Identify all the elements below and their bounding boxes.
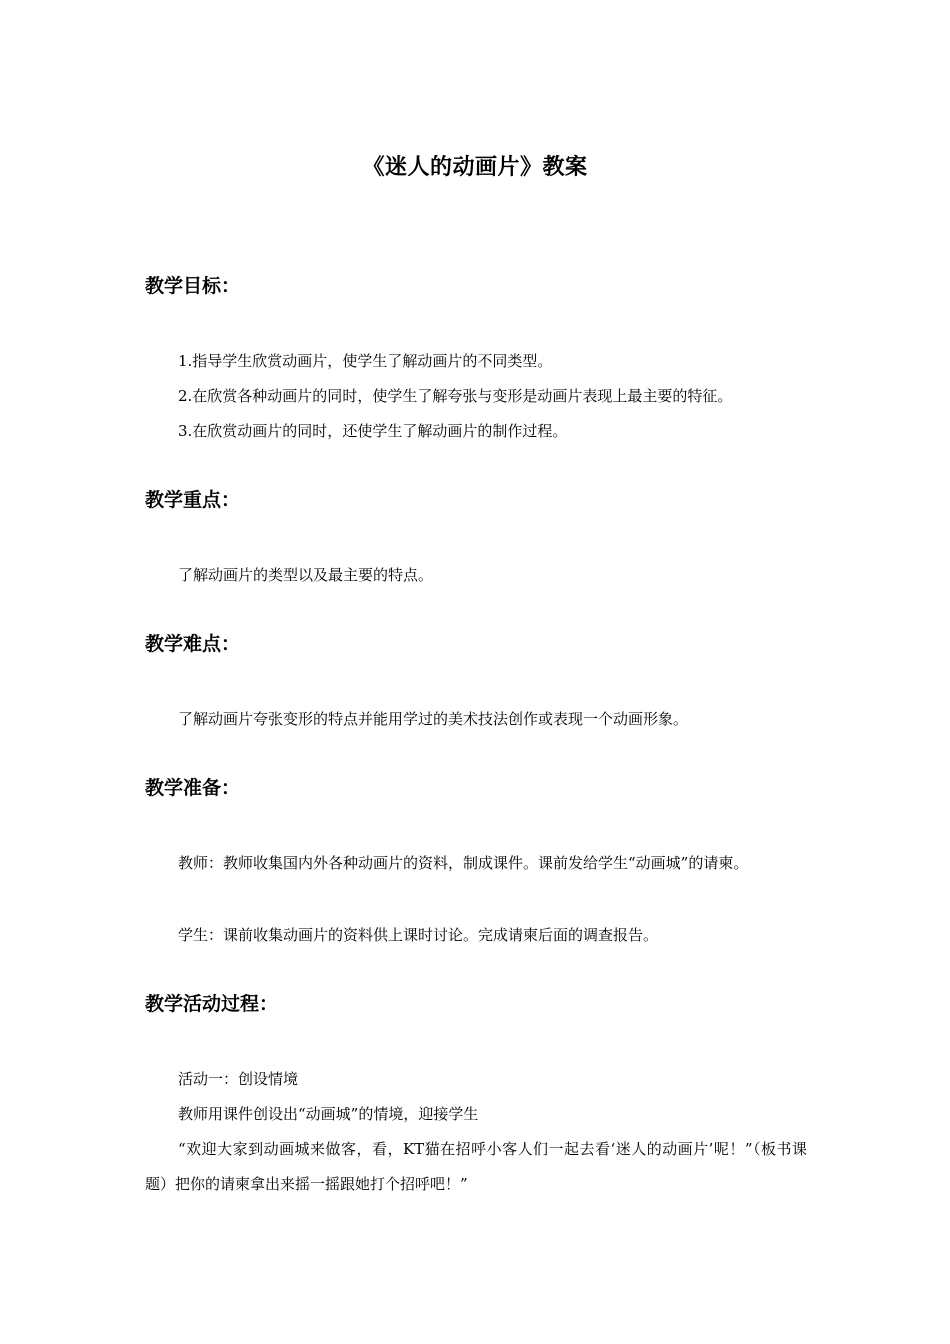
process-activity-title: 活动一：创设情境 xyxy=(178,1070,299,1088)
heading-key-points: 教学重点： xyxy=(145,489,241,511)
key-points-text: 了解动画片的类型以及最主要的特点。 xyxy=(178,566,434,584)
preparation-teacher: 教师：教师收集国内外各种动画片的资料，制成课件。课前发给学生“动画城”的请柬。 xyxy=(178,854,749,872)
objective-item-3: 3.在欣赏动画片的同时，还使学生了解动画片的制作过程。 xyxy=(178,422,568,440)
objective-item-2: 2.在欣赏各种动画片的同时，使学生了解夸张与变形是动画片表现上最主要的特征。 xyxy=(178,387,733,405)
heading-process: 教学活动过程： xyxy=(145,993,279,1015)
process-line-1: 教师用课件创设出“动画城”的情境，迎接学生 xyxy=(178,1105,479,1123)
objective-item-1: 1.指导学生欣赏动画片，使学生了解动画片的不同类型。 xyxy=(178,352,553,370)
process-quote: “欢迎大家到动画城来做客，看，KT猫在招呼小客人们一起去看‘迷人的动画片’呢！”（板书课题）把你的请柬拿出来摇一摇跟她打个招呼吧！” xyxy=(145,1140,807,1193)
document-title: 《迷人的动画片》教案 xyxy=(362,155,588,180)
heading-difficulties: 教学难点： xyxy=(145,633,241,655)
difficulties-text: 了解动画片夸张变形的特点并能用学过的美术技法创作或表现一个动画形象。 xyxy=(178,710,689,728)
preparation-student: 学生：课前收集动画片的资料供上课时讨论。完成请柬后面的调查报告。 xyxy=(178,926,659,944)
heading-preparation: 教学准备： xyxy=(145,777,241,799)
heading-objectives: 教学目标： xyxy=(145,275,241,297)
